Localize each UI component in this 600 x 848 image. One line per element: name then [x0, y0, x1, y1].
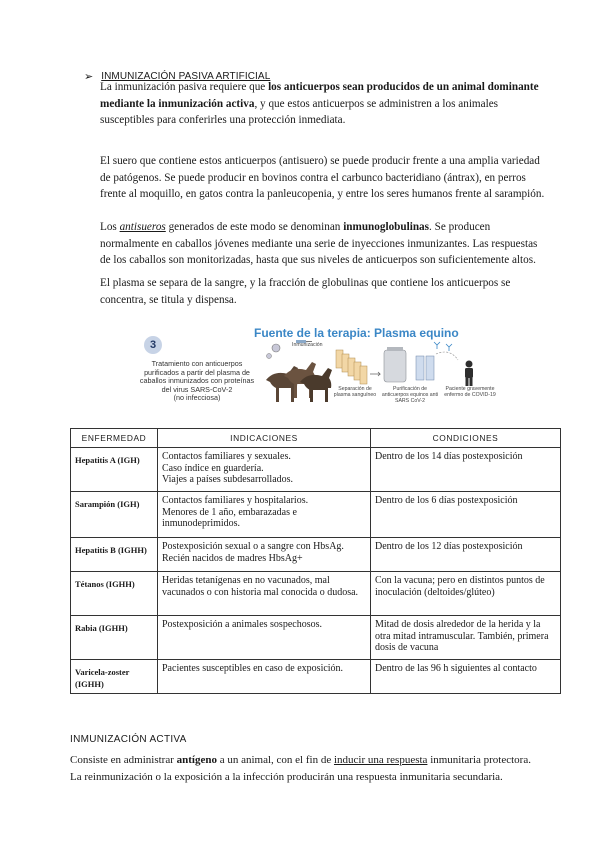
figure-description-text: Tratamiento con anticuerpos purificados a partir del plasma de caballos inmunizados con proteínas del virus SARS-CoV-2 [139, 359, 255, 394]
table-row [71, 572, 561, 616]
table-header-row [71, 429, 561, 448]
indications-cell [158, 538, 371, 572]
section-title-activa: INMUNIZACIÓN ACTIVA [70, 734, 187, 745]
antibody-vials-icon [416, 356, 434, 380]
table-row [71, 616, 561, 660]
paragraph-antisuero: El suero que contiene estos anticuerpos (antisuero) se puede producir frente a una amplia variedad de patógenos. Se puede producir en bovinos contra el carbunco bacteridiano (ántrax), en perros frente al moquillo, en gatos contra la panleucopenia, y entre los seres humanos frente al sarampión. [100, 155, 545, 200]
text-run: Consiste en administrar [70, 754, 177, 766]
indication-line: Postexposición sexual o a sangre con HbsAg. [162, 541, 344, 552]
paragraph-activa-1 [70, 752, 550, 769]
figure-description [136, 360, 258, 403]
plasma-tubes-icon [336, 350, 367, 384]
underlined-run: inducir una respuesta [333, 754, 428, 766]
disease-cell: Tétanos (IGHH) [71, 572, 158, 616]
immunoglobulin-table [70, 428, 561, 694]
dashed-arrow-icon [436, 352, 458, 360]
bold-run: los anticuerpos sean producidos de un animal dominante mediante la inmunización activa [100, 81, 539, 110]
figure-note: (no infecciosa) [173, 393, 221, 403]
text-run: Los [100, 221, 120, 233]
label-separation: Separación de plasma sanguíneo [333, 386, 377, 398]
paragraph-inmunoglobulinas [100, 219, 546, 269]
label-immunization: Inmunización [292, 342, 323, 348]
figure-title: Fuente de la terapia: Plasma equino [254, 326, 459, 340]
column-header-conditions: CONDICIONES [371, 429, 561, 448]
paragraph-plasma: El plasma se separa de la sangre, y la fracción de globulinas que contiene los anticuerpos se concentra, se titula y dispensa. [100, 277, 511, 306]
indication-line: Menores de 1 año, embarazadas e inmunodeprimidos. [162, 506, 297, 529]
step-number-badge: 3 [144, 336, 162, 354]
text-run: La inmunización pasiva requiere que [100, 81, 269, 93]
text-run: , y que estos anticuerpos se administren a los animales susceptibles para conferirles una protección inmediata. [100, 97, 499, 126]
disease-cell: Varicela-zoster (IGHH) [71, 660, 158, 694]
paragraph-intro [100, 79, 546, 129]
purification-tank-icon [384, 347, 406, 382]
section-title: INMUNIZACIÓN PASIVA ARTIFICIAL [101, 71, 271, 82]
text-run: inmunitaria protectora. [427, 754, 531, 766]
disease-cell: Sarampión (IGH) [71, 492, 158, 538]
arrow-icon [370, 372, 380, 376]
virus-icon [267, 344, 281, 359]
table-row [71, 448, 561, 492]
conditions-cell: Dentro de los 6 días postexposición [371, 492, 561, 538]
disease-cell: Hepatitis B (IGHH) [71, 538, 158, 572]
disease-cell: Rabia (IGHH) [71, 616, 158, 660]
underlined-run: antisueros [119, 221, 166, 233]
therapy-figure [136, 320, 496, 410]
bold-run: antígeno [176, 754, 217, 766]
conditions-cell: Dentro de los 14 días postexposición [371, 448, 561, 492]
text-run: a un animal, con el fin de [216, 754, 334, 766]
label-patient: Paciente gravemente enfermo de COVID-19 [444, 386, 496, 398]
indications-cell: Postexposición a animales sospechosos. [158, 616, 371, 660]
indications-cell [158, 448, 371, 492]
indication-line: Contactos familiares y hospitalarios. [162, 495, 309, 506]
label-purification: Purificación de anticuerpos equinos anti SARS CoV-2 [381, 386, 439, 404]
antibody-icon [434, 342, 452, 351]
bold-run: inmunoglobulinas [343, 221, 430, 233]
conditions-cell: Mitad de dosis alrededor de la herida y la otra mitad intramuscular. También, primera dosis de vacuna [371, 616, 561, 660]
table-row [71, 660, 561, 694]
indication-line: Recién nacidos de madres HbsAg+ [162, 552, 303, 564]
conditions-cell: Con la vacuna; pero en distintos puntos de inoculación (deltoides/glúteo) [371, 572, 561, 616]
indication-line: Caso índice en guardería. [162, 462, 264, 474]
column-header-disease: ENFERMEDAD [71, 429, 158, 448]
indications-cell [158, 492, 371, 538]
arrow-bullet-icon: ➢ [84, 71, 94, 83]
patient-icon [465, 361, 473, 387]
conditions-cell: Dentro de los 12 días postexposición [371, 538, 561, 572]
column-header-indications: INDICACIONES [158, 429, 371, 448]
text-run: . Se producen normalmente en caballos jóvenes mediante una serie de inyecciones inmunizantes. Las respuestas de los caballos son monitorizadas, hasta que sus niveles de anticuerpos son suficientemente altos. [100, 221, 538, 266]
paragraph-activa-2: La reinmunización o la exposición a la infección producirán una respuesta inmunitaria secundaria. [70, 771, 503, 783]
indications-cell: Pacientes susceptibles en caso de exposición. [158, 660, 371, 694]
indication-line: Contactos familiares y sexuales. [162, 451, 291, 462]
indication-line: Viajes a países subdesarrollados. [162, 474, 294, 485]
conditions-cell: Dentro de las 96 h siguientes al contacto [371, 660, 561, 694]
horses-icon [266, 362, 332, 402]
indications-cell: Heridas tetanígenas en no vacunados, mal vacunados o con historia mal conocida o dudosa. [158, 572, 371, 616]
disease-cell: Hepatitis A (IGH) [71, 448, 158, 492]
text-run: generados de este modo se denominan [165, 221, 344, 233]
table-row [71, 538, 561, 572]
table-row [71, 492, 561, 538]
